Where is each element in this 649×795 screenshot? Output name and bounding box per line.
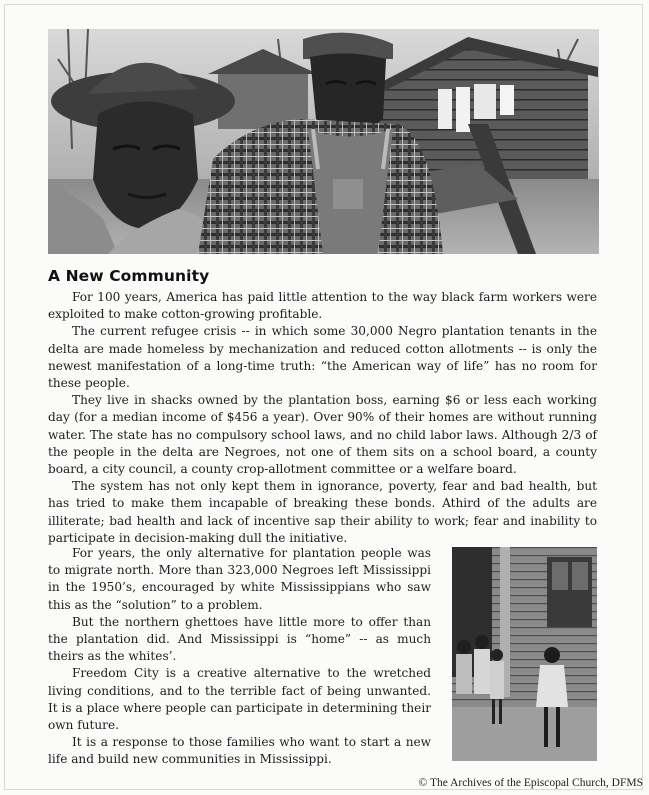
top-photograph xyxy=(48,29,599,254)
archive-credit: © The Archives of the Episcopal Church, DFMS xyxy=(418,777,643,789)
side-photograph xyxy=(452,547,597,761)
article-headline: A New Community xyxy=(48,267,210,285)
paragraph: But the northern ghettoes have little more to offer than the plantation did. And Mississippi is “home” -- as much theirs as the whites’. xyxy=(48,614,431,664)
paragraph: The system has not only kept them in ignorance, poverty, fear and bad health, but has tried to make them incapable of breaking these bonds. Athird of the adults are illiterate; bad health and lack of incentive sap their ability to work; fear and inability to participate in decision-making dull the initiative. xyxy=(48,479,597,545)
article-body-full-width xyxy=(48,289,597,547)
paragraph: Freedom City is a creative alternative to the wretched living conditions, and to the terrible fact of being unwanted. It is a place where people can participate in determining their own future. xyxy=(48,666,431,733)
paragraph: For years, the only alternative for plantation people was to migrate north. More than 323,000 Negroes left Mississippi in the 1950’s, encouraged by white Mississippians who saw this as the “solution” to a problem. xyxy=(48,546,431,612)
paragraph: It is a response to those families who want to start a new life and build new communities in Mississippi. xyxy=(48,735,431,767)
photo-two-men-shacks xyxy=(48,29,599,254)
paragraph: They live in shacks owned by the plantation boss, earning $6 or less each working day (for a median income of $456 a year). Over 90% of their homes are without running water. The state has no compulsory school laws, and no child labor laws. Although 2/3 of the people in the delta are Negroes, not one of them sits on a school board, a county board, a city council, a county crop-allotment committee or a welfare board. xyxy=(48,393,597,477)
photo-children-house xyxy=(452,547,597,761)
paragraph: The current refugee crisis -- in which some 30,000 Negro plantation tenants in the delta are made homeless by mechanization and reduced cotton allotments -- is only the newest manifestation of a long-time truth: “the American way of life” has no room for these people. xyxy=(48,324,597,391)
article-body-wrapped xyxy=(48,545,431,769)
paragraph: For 100 years, America has paid little attention to the way black farm workers were exploited to make cotton-growing profitable. xyxy=(48,290,597,322)
